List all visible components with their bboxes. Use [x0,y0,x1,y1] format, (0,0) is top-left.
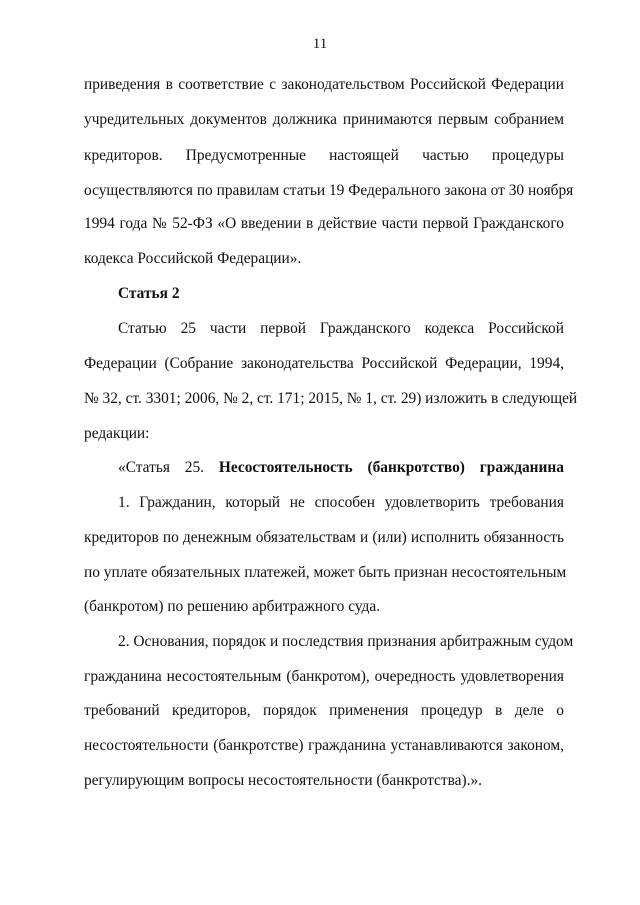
para2-line-1: Статью 25 части первой Гражданского кодекса Российской [118,320,564,337]
para1-line-1: приведения в соответствие с законодательством Российской Федерации [84,76,564,93]
article25-title [118,459,564,477]
item1-line-1: 1. Гражданин, который не способен удовлетворить требования [118,494,564,511]
item2-line-1: 2. Основания, порядок и последствия признания арбитражным судом [118,633,574,650]
article25-title-word-2: (банкротство) [367,459,465,476]
para2-line-3: № 32, ст. 3301; 2006, № 2, ст. 171; 2015, № 1, ст. 29) изложить в следующей [84,390,578,407]
item2-line-3: требований кредиторов, порядок применения процедур в деле о [84,702,564,719]
article2-heading: Статья 2 [118,285,180,302]
para1-line-4: осуществляются по правилам статьи 19 Федерального закона от 30 ноября [84,182,574,199]
article25-title-word-3: гражданина [479,459,564,476]
para1-line-2: учредительных документов должника принимаются первым собранием [84,111,564,128]
para2-line-2: Федерации (Собрание законодательства Российской Федерации, 1994, [84,355,564,372]
page-number: 11 [312,36,328,52]
item2-line-5: регулирующим вопросы несостоятельности (банкротства).». [84,772,482,789]
item1-line-2: кредиторов по денежным обязательствам и (или) исполнить обязанность [84,529,564,546]
para1-line-5: 1994 года № 52-ФЗ «О введении в действие части первой Гражданского [84,215,564,232]
item2-line-2: гражданина несостоятельным (банкротом), очередность удовлетворения [84,668,564,685]
article25-title-word-1: Несостоятельность [218,459,353,476]
article25-prefix: «Статья 25. [118,459,205,476]
para1-line-3: кредиторов. Предусмотренные настоящей частью процедуры [84,147,564,164]
para2-line-4: редакции: [84,425,150,442]
para1-line-6: кодекса Российской Федерации». [84,250,302,267]
item2-line-4: несостоятельности (банкротстве) гражданина устанавливаются законом, [84,737,564,754]
item1-line-3: по уплате обязательных платежей, может быть признан несостоятельным [84,564,567,581]
item1-line-4: (банкротом) по решению арбитражного суда. [84,598,381,615]
